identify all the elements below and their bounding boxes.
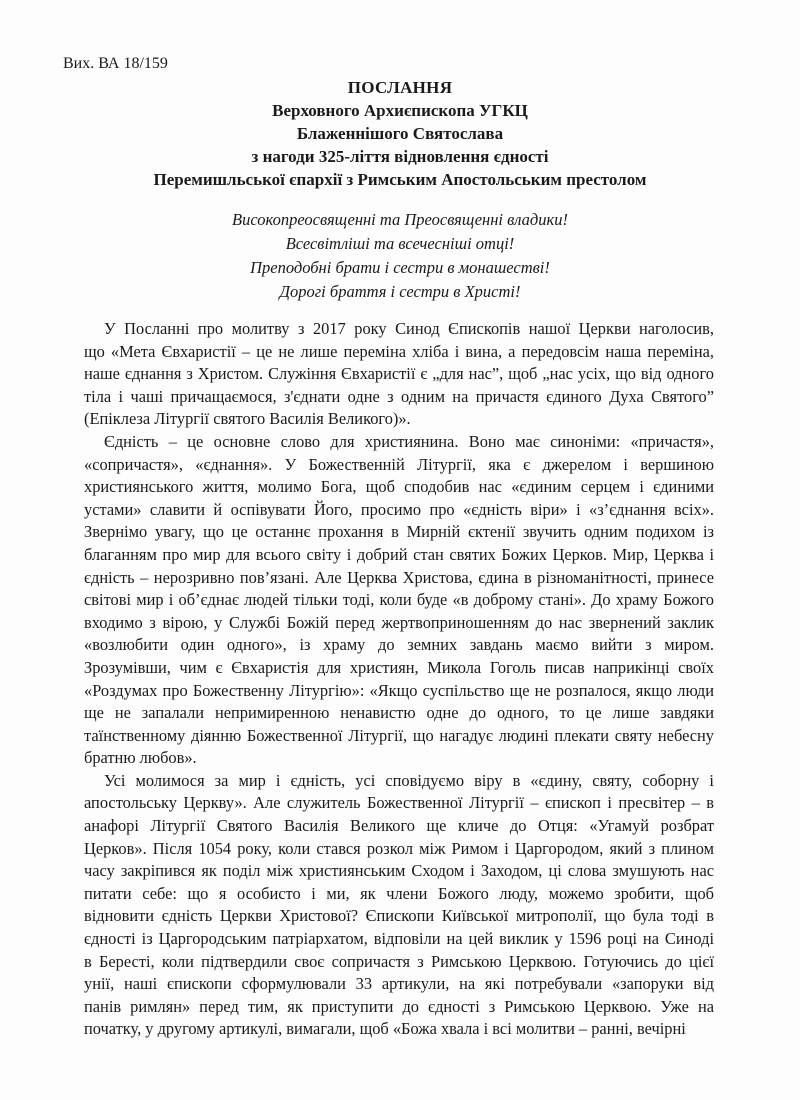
body-line: питати себе: що я особисто і ми, як члени Божого люду, можемо зробити, щоб [84, 883, 714, 903]
body-paragraph [84, 318, 714, 431]
body-line: єдність – нерозривно пов’язані. Але Церква Христова, єдина в різноманітності, принесе [84, 567, 714, 587]
body-line: початку, у другому артикулі, вимагали, щоб «Божа хвала і всі молитви – ранні, вечірні [84, 1019, 686, 1039]
body-line: «Роздумах про Божественну Літургію»: «Якщо суспільство ще не розпалося, якщо люди [84, 680, 714, 700]
body-line: християнського життя, молимо Бога, щоб сподобив нас «єдиним серцем і єдиними [84, 477, 714, 497]
letter-body [84, 318, 714, 1041]
greeting-line: Всесвітліші та всечесніші отці! [285, 234, 515, 253]
body-line: унії, наші єпископи сформулювали 33 артикули, на які потребували «запоруки від [84, 974, 714, 994]
body-line: відновити єдність Церкви Христової? Єпископи Київської митрополії, що була тоді в [84, 906, 714, 926]
document-heading [100, 76, 700, 191]
body-line: апостольську Церкву». Але служитель Божественної Літургії – єпископ і пресвітер – в [84, 793, 714, 813]
body-line: Церков». Після 1054 року, коли стався розкол між Римом і Царгородом, який з плином [84, 838, 714, 858]
heading-line-subject: Перемишльської єпархії з Римським Апостольським престолом [153, 170, 647, 189]
body-line: «сопричастя», «єднання». У Божественній Літургії, яка є джерелом і вершиною [84, 454, 714, 474]
heading-line-author: Верховного Архиєпископа УГКЦ [272, 101, 528, 120]
body-line: світові мир і об’єднає людей тільки тоді, коли буде «в доброму стані». До храму Божого [84, 590, 714, 610]
body-line: тіла і чаші причащаємося, з'єднати одне з одним на причастя єдиного Духа Святого” [84, 386, 714, 406]
body-line: У Посланні про молитву з 2017 року Синод Єпископів нашої Церкви наголосив, [104, 319, 714, 338]
body-line: часу закріпився як поділ між християнським Сходом і Заходом, ці слова змушують нас [84, 861, 714, 881]
body-line: входимо з вірою, у Службі Божій перед жертвоприношенням до нас звернений заклик [84, 612, 714, 632]
body-line: в Бересті, коли підтвердили своє сопричастя з Римською Церквою. Готуючись до цієї [84, 951, 714, 971]
body-line: Єдність – це основне слово для християнина. Воно має синоніми: «причастя», [104, 431, 714, 451]
document-title: ПОСЛАННЯ [347, 78, 453, 97]
heading-line-name: Блаженнішого Святослава [296, 124, 504, 143]
body-line: Звернімо увагу, що це останнє прохання в Мирній єктенії звучить одним подихом із [84, 522, 714, 542]
greeting-line: Високопреосвященні та Преосвященні владики! [232, 210, 568, 229]
body-line: братню любов». [84, 748, 197, 768]
greeting-line: Дорогі браття і сестри в Христі! [279, 282, 521, 301]
body-line: панів римлян» перед тим, як приступити до єдності з Римською Церквою. Уже на [84, 996, 714, 1016]
greetings-block [100, 208, 700, 304]
body-line: анафорі Літургії Святого Василія Великого ще кличе до Отця: «Угамуй розбрат [84, 816, 714, 836]
body-line: (Епіклеза Літургії святого Василія Великого)». [84, 409, 411, 429]
greeting-line: Преподобні брати і сестри в монашестві! [250, 258, 550, 277]
body-line: благанням про мир для всього світу і добрий стан святих Божих Церков. Мир, Церква і [84, 544, 714, 564]
body-line: устами» славити й оспівувати Його, просимо про «єдність віри» і «з’єднання всіх». [84, 499, 714, 519]
body-line: таїнственному діянню Божественної Літургії, що нагадує людині плекати святу небесну [84, 725, 714, 745]
body-line: єдності із Царгородським патріархатом, відповіли на цей виклик у 1596 році на Синоді [84, 929, 714, 949]
body-line: «возлюбити один одного», із храму до земних завдань маємо вийти з миром. [84, 635, 714, 655]
body-line: Зрозумівши, чим є Євхаристія для християн, Микола Гоголь писав наприкінці своїх [84, 657, 714, 677]
body-line: Усі молимося за мир і єдність, усі сповідуємо віру в «єдину, святу, соборну і [104, 770, 714, 790]
body-line: що «Мета Євхаристії – це не лише переміна хліба і вина, а передовсім наша переміна, [84, 341, 714, 361]
outgoing-reference-number: Вих. ВА 18/159 [63, 55, 168, 72]
body-line: наше єднання з Христом. Служіння Євхаристії є „для нас”, щоб „нас усіх, що від одного [84, 364, 714, 384]
body-paragraph [84, 770, 714, 1041]
heading-line-occasion: з нагоди 325-ліття відновлення єдності [251, 147, 549, 166]
body-paragraph [84, 431, 714, 770]
body-line: ще не запалали непримиренною ненавистю одне до одного, то це лише завдяки [84, 703, 714, 723]
